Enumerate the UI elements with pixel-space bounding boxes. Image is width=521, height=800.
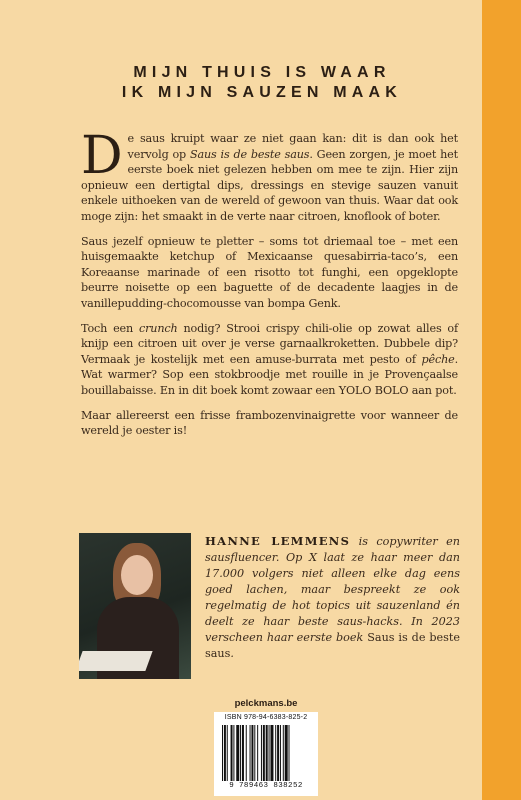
book-title-reference: Saus is de beste saus [189,147,310,161]
back-cover-heading [62,63,462,103]
author-name: HANNE LEMMENS [205,534,351,548]
text-run: Toch een [81,321,139,335]
publisher-website: pelckmans.be [234,698,298,709]
blurb [81,126,458,448]
text-run: is copywriter en sausfluencer. Op X laat ze haar meer dan 17.000 volgers niet alleen elke dag eens goed lachen, maar bespreekt ze ook regelmatig de hot topics uit sauzenland én deelt ze haar beste saus-hacks. In 2023 verscheen haar eerste boek [205,535,461,644]
drop-cap: D [81,126,123,186]
emphasis: pêche [421,352,455,366]
book-title-reference: Saus is de beste saus [205,631,460,660]
text-run: . Wat warmer? Sop een stokbroodje met rouille in je Provençaalse bouillabaisse. En in dit boek komt zowaar een YOLO BOLO aan pot. [81,352,458,397]
author-bio [205,533,460,662]
heading-line-1: MIJN THUIS IS WAAR [133,64,391,81]
book-spine [482,0,521,800]
text-run: e saus kruipt waar ze niet gaan kan: dit is dan ook het vervolg op [127,132,458,161]
isbn-label: ISBN 978-94-6383-825-2 [224,714,308,721]
blurb-paragraph-2: Saus jezelf opnieuw te pletter – soms tot driemaal toe – met een huisgemaakte ketchup of Mexicaanse quesabirria-taco’s, een Koreaanse marinade of een risotto tot funghi, een opgeklopte beurre noisette op een baguette of de decadente laagjes in de vanillepudding-chocomousse van bompa Genk. [81,234,458,310]
heading-line-2: IK MIJN SAUZEN MAAK [121,84,403,101]
isbn-barcode [214,712,318,796]
barcode-bars [222,725,314,781]
blurb-paragraph-1 [81,126,458,225]
text-run: . [230,647,234,660]
author-photo [79,533,191,679]
text-run: nodig? Strooi crispy chili-olie op zowat alles of knijp een citroen uit over je verse garnaalkroketten. Dubbele dip? Vermaak je kostelijk met een amuse-burrata met pesto of [81,321,458,366]
blurb-paragraph-4: Maar allereerst een frisse frambozenvinaigrette voor wanneer de wereld je oester is! [81,408,458,438]
text-run: . Geen zorgen, je moet het eerste boek niet gelezen hebben om mee te zijn. Hier zijn opnieuw een dertigtal dips, dressings en stevige sauzen vanuit enkele uithoeken van de wereld of gewoon van thuis. Waar dat ook moge zijn: het smaakt in de verte naar citroen, knoflook of boter. [81,147,458,223]
emphasis: crunch [138,321,178,335]
blurb-paragraph-3 [81,321,458,399]
barcode-digits: 9 789463 838252 [229,782,303,790]
